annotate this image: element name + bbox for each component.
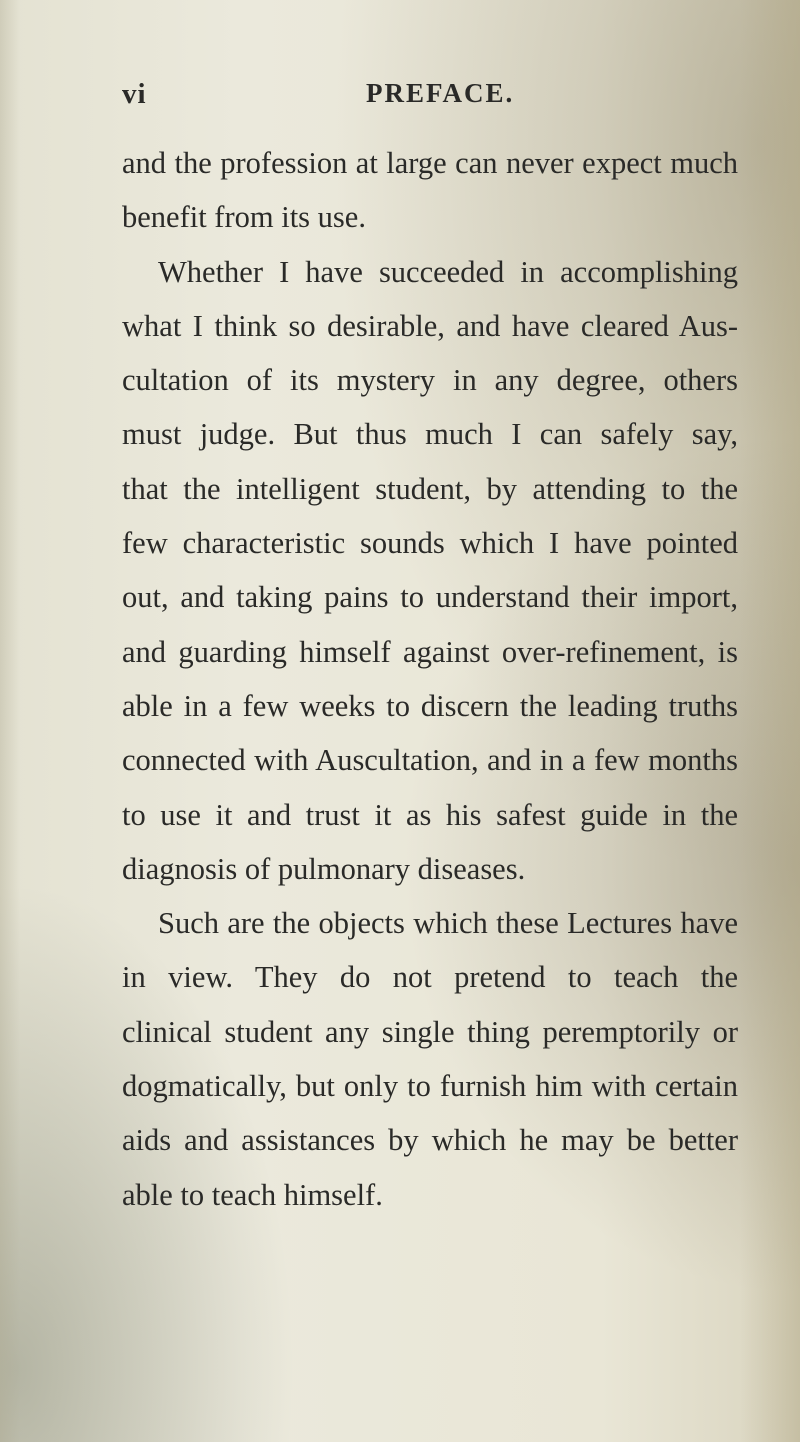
text-line: dogmatically, but only to furnish him with certain <box>122 1069 738 1104</box>
page-edge-shadow-left <box>0 0 20 1442</box>
text-line: diagnosis of pulmonary diseases. <box>122 851 526 886</box>
text-line: able in a few weeks to discern the leading truths <box>122 688 738 723</box>
text-line: Such are the objects which these Lectures have <box>158 906 738 941</box>
body-text <box>122 136 738 1222</box>
page-number: vi <box>122 78 147 110</box>
text-line: few characteristic sounds which I have pointed <box>122 526 738 561</box>
text-line: out, and taking pains to understand their import, <box>122 580 738 615</box>
text-line: able to teach himself. <box>122 1177 383 1212</box>
text-line: connected with Auscultation, and in a few months <box>122 743 738 778</box>
text-line: that the intelligent student, by attending to the <box>122 471 738 506</box>
running-head <box>122 78 642 122</box>
running-title: PREFACE. <box>366 78 515 108</box>
text-line: and guarding himself against over-refinement, is <box>122 634 738 669</box>
text-line: in view. They do not pretend to teach the <box>122 960 738 995</box>
text-line: Whether I have succeeded in accomplishing <box>158 254 738 289</box>
text-line: cultation of its mystery in any degree, others <box>122 363 738 398</box>
text-line: benefit from its use. <box>122 200 366 235</box>
page-edge-shadow-right <box>740 0 800 1442</box>
text-line: clinical student any single thing peremptorily or <box>122 1014 738 1049</box>
text-line: to use it and trust it as his safest guide in the <box>122 797 738 832</box>
text-line: must judge. But thus much I can safely say, <box>122 417 738 452</box>
text-line: what I think so desirable, and have cleared Aus- <box>122 308 738 343</box>
text-line: aids and assistances by which he may be better <box>122 1123 738 1158</box>
text-line: and the profession at large can never expect much <box>122 146 738 180</box>
